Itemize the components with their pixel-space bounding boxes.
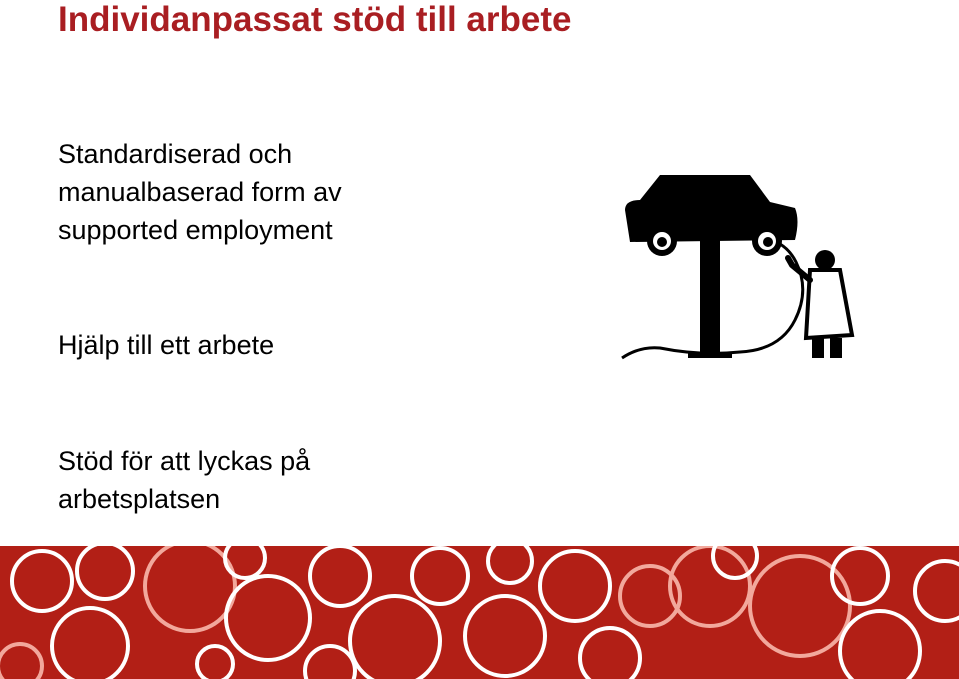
footer-circles-band — [0, 546, 959, 679]
mechanic-legs — [812, 338, 824, 358]
paragraph-standardized: Standardiserad och manualbaserad form av supported employment — [58, 139, 342, 245]
lift-column — [700, 240, 720, 352]
mechanic-car-lift-icon — [620, 170, 860, 365]
paragraph-job-help: Hjälp till ett arbete — [58, 330, 275, 360]
paragraph-workplace-support: Stöd för att lyckas på arbetsplatsen — [58, 446, 311, 514]
slide-title: Individanpassat stöd till arbete — [58, 0, 572, 39]
mechanic-head — [815, 250, 835, 270]
